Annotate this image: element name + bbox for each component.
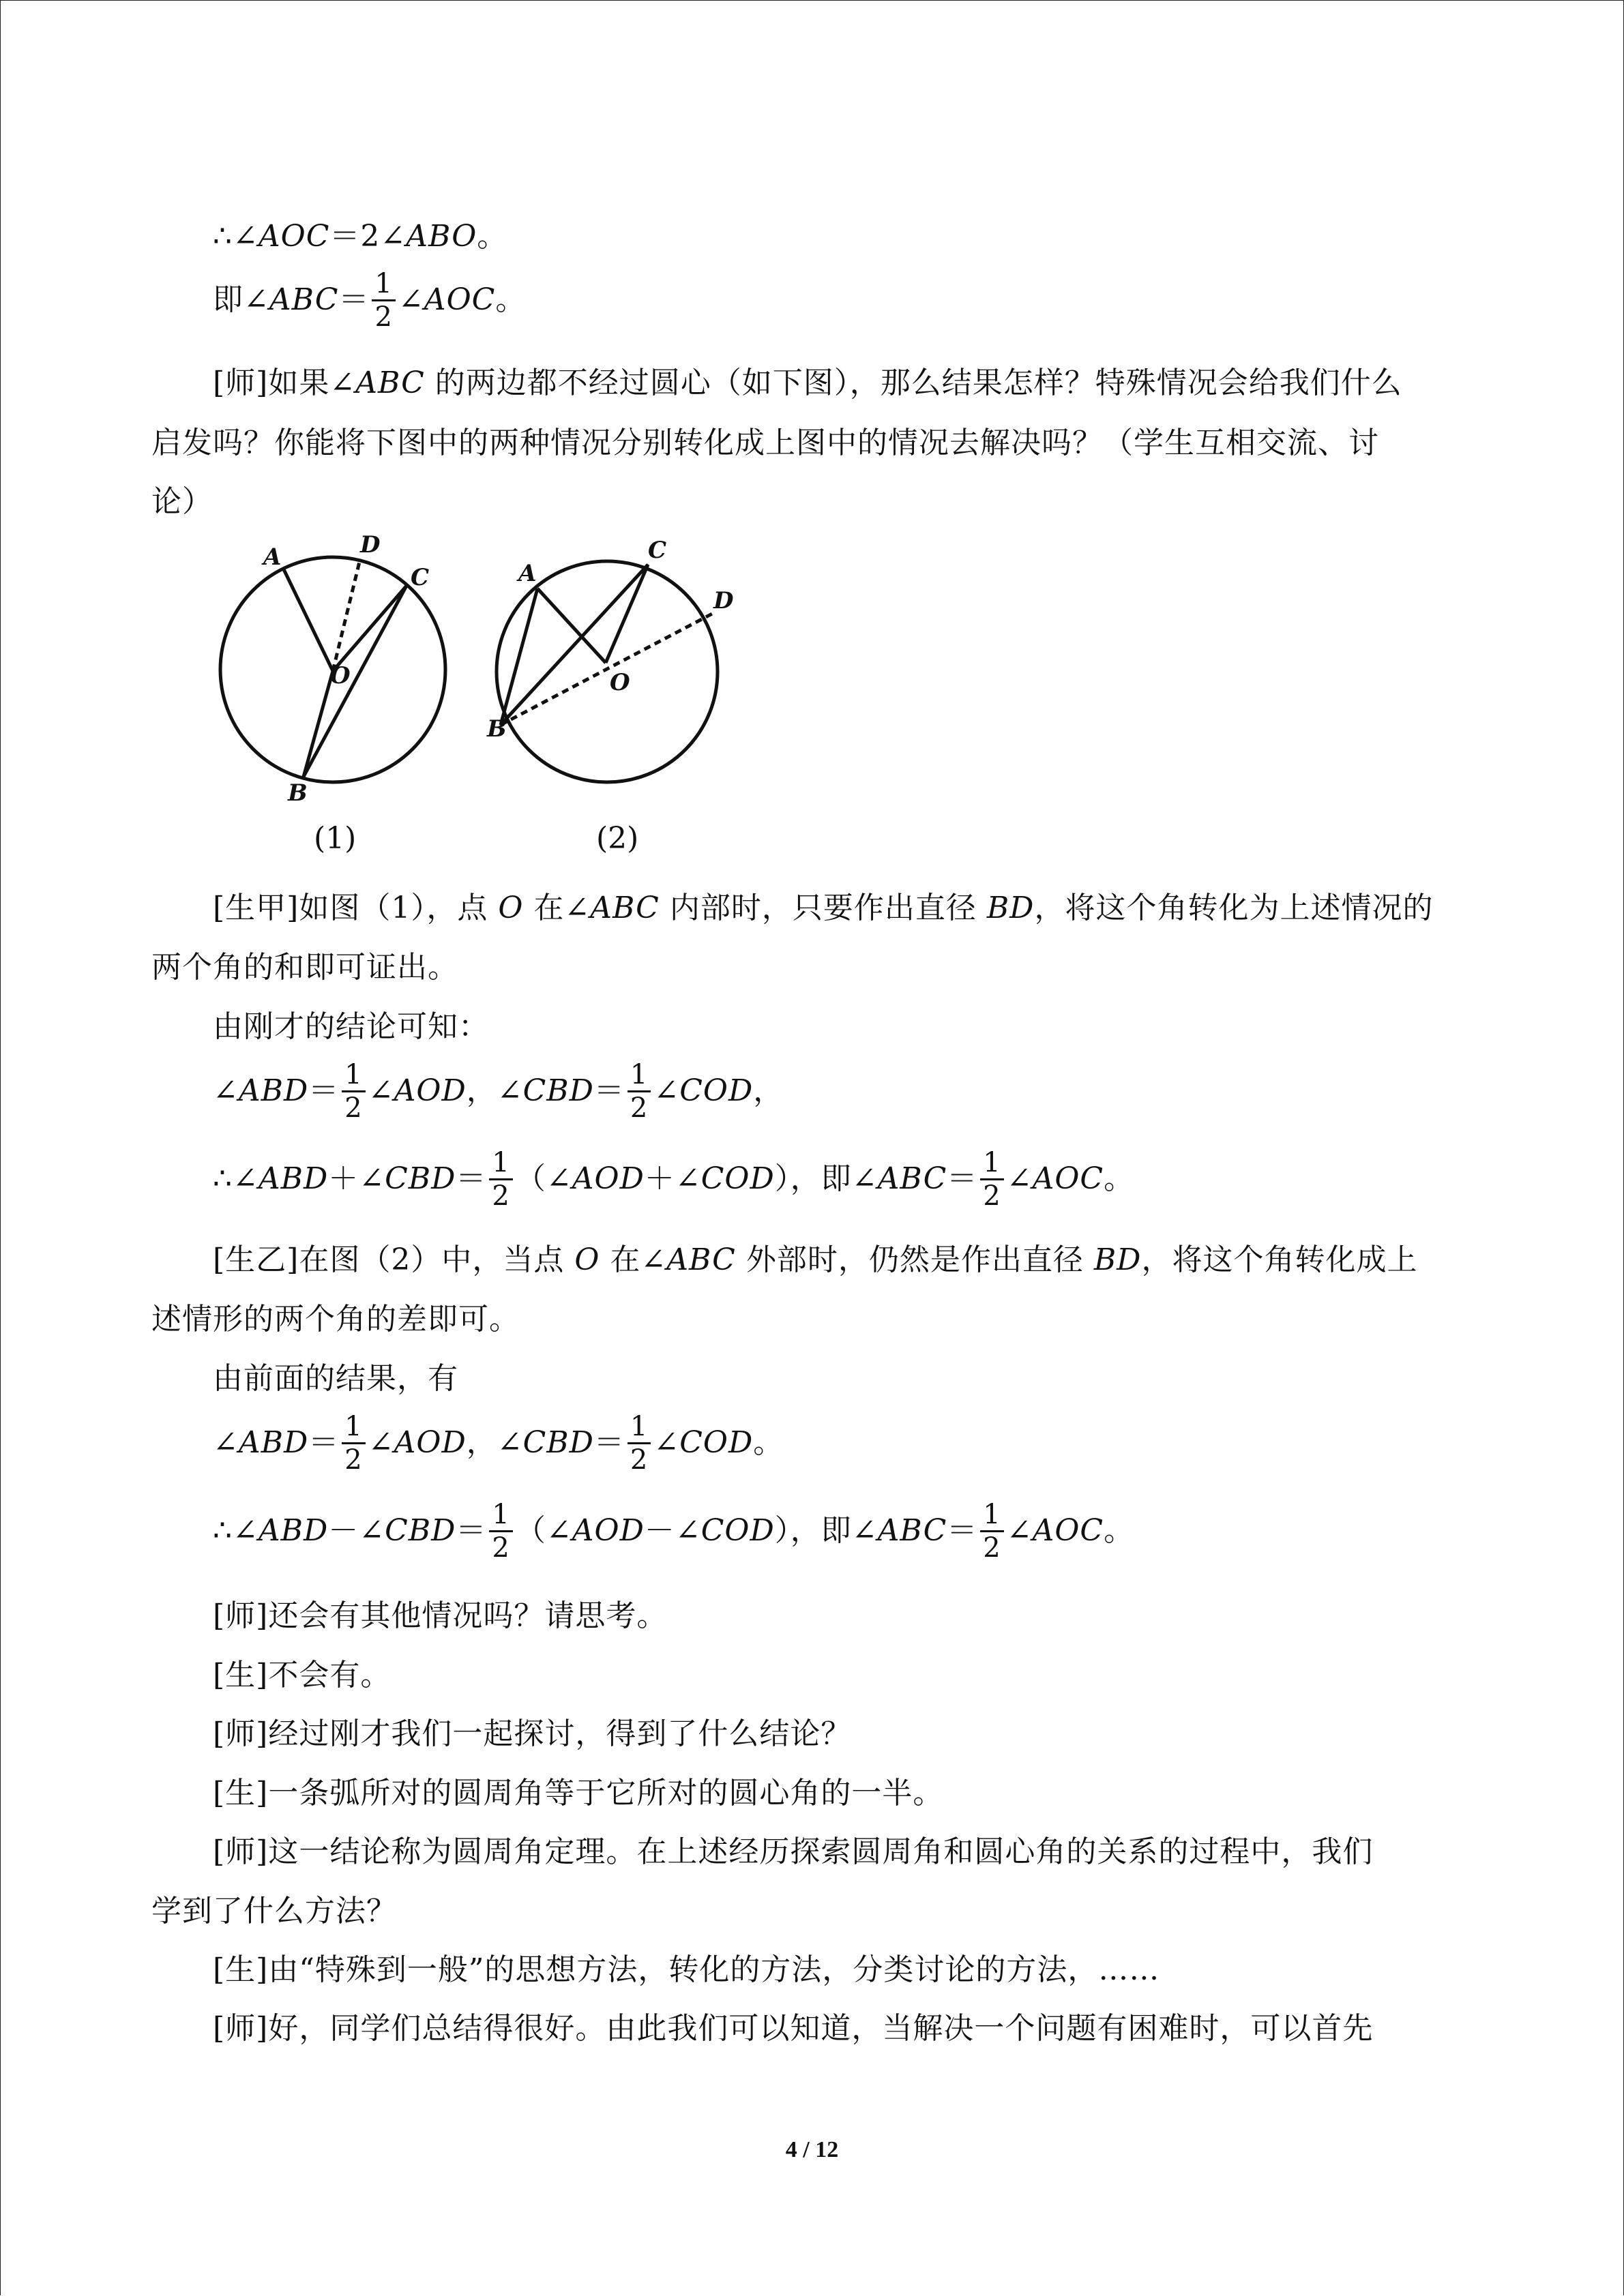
- fraction: $\frac{1}{2}$: [980, 1499, 1003, 1564]
- paragraph-line: 由刚才的结论可知：: [213, 1009, 489, 1044]
- chord-ab-1: [284, 569, 333, 777]
- page-number: 4 / 12: [785, 2137, 839, 2162]
- label-a: A: [518, 560, 537, 587]
- circle-2: [497, 561, 718, 782]
- fraction: $\frac{1}{2}$: [342, 1411, 365, 1476]
- diameter-d-2: [501, 612, 715, 725]
- label-c: C: [648, 537, 667, 564]
- proof-line-aoc: ∴∠AOC＝2∠ABO。: [213, 219, 508, 254]
- fraction: $\frac{1}{2}$: [980, 1147, 1003, 1212]
- equation-line-2: ∴∠ABD＋∠CBD＝ $\frac{1}{2}$ （∠AOD＋∠COD），即∠ABC＝ $\frac{1}{2}$ ∠AOC。: [213, 1147, 1135, 1212]
- equation-line-3: ∠ABD＝ $\frac{1}{2}$ ∠AOD，∠CBD＝ $\frac{1}{2}$ ∠COD。: [213, 1411, 784, 1476]
- paragraph-line: [师]经过刚才我们一起探讨，得到了什么结论？: [213, 1716, 852, 1751]
- equation-line-4: ∴∠ABD－∠CBD＝ $\frac{1}{2}$ （∠AOD－∠COD），即∠ABC＝ $\frac{1}{2}$ ∠AOC。: [213, 1499, 1135, 1564]
- label-o: O: [610, 669, 630, 696]
- line-a-o-2: [537, 588, 606, 663]
- label-c: C: [411, 564, 430, 591]
- paragraph-line: 述情形的两个角的差即可。: [151, 1302, 520, 1337]
- fraction: $\frac{1}{2}$: [489, 1147, 512, 1212]
- label-b: B: [487, 715, 507, 743]
- fraction: $\frac{1}{2}$: [489, 1499, 512, 1564]
- label-d: D: [713, 587, 734, 614]
- paragraph-student-b: [生乙]在图（2）中，当点 O 在∠ABC 外部时，仍然是作出直径 BD，将这个角转化成上: [213, 1242, 1418, 1277]
- proof-line-abc: 即∠ABC＝ $\frac{1}{2}$ ∠AOC。: [213, 268, 527, 333]
- paragraph-line: [生]不会有。: [213, 1658, 392, 1693]
- paragraph-line: 由前面的结果，有: [213, 1361, 458, 1396]
- paragraph-line: 启发吗？你能将下图中的两种情况分别转化成上图中的情况去解决吗？（学生互相交流、讨: [151, 426, 1379, 460]
- paragraph-line: [生]由“特殊到一般”的思想方法，转化的方法，分类讨论的方法，……: [213, 1952, 1160, 1987]
- paragraph-line: 两个角的和即可证出。: [151, 950, 458, 985]
- label-o: O: [330, 662, 351, 689]
- paragraph-line: [师]这一结论称为圆周角定理。在上述经历探索圆周角和圆心角的关系的过程中，我们: [213, 1834, 1374, 1869]
- paragraph-line: [师]好，同学们总结得很好。由此我们可以知道，当解决一个问题有困难时，可以首先: [213, 2011, 1374, 2046]
- figure-caption-1: (1): [314, 821, 357, 856]
- fraction: $\frac{1}{2}$: [372, 268, 395, 333]
- equation-line-1: ∠ABD＝ $\frac{1}{2}$ ∠AOD，∠CBD＝ $\frac{1}{2}$ ∠COD，: [213, 1059, 784, 1124]
- label-a: A: [263, 543, 282, 571]
- geometry-diagram: [205, 532, 764, 859]
- fraction: $\frac{1}{2}$: [342, 1059, 365, 1124]
- paragraph-line: [师]还会有其他情况吗？请思考。: [213, 1598, 668, 1633]
- label-b: B: [288, 779, 308, 807]
- fraction: $\frac{1}{2}$: [628, 1059, 651, 1124]
- figure-caption-2: (2): [596, 821, 639, 856]
- label-d: D: [360, 532, 381, 558]
- paragraph-line: 学到了什么方法？: [151, 1894, 397, 1928]
- paragraph-teacher-question: [师]如果∠ABC 的两边都不经过圆心（如下图），那么结果怎样？特殊情况会给我们什么: [213, 366, 1402, 400]
- paragraph-student-a: [生甲]如图（1），点 O 在∠ABC 内部时，只要作出直径 BD，将这个角转化为上述情况的: [213, 891, 1434, 925]
- paragraph-line: 论）: [151, 484, 213, 519]
- circle-figures: [205, 532, 764, 859]
- paragraph-line: [生]一条弧所对的圆周角等于它所对的圆心角的一半。: [213, 1776, 944, 1810]
- fraction: $\frac{1}{2}$: [628, 1411, 651, 1476]
- chord-bc-1: [304, 586, 407, 777]
- lines-2: [501, 565, 648, 725]
